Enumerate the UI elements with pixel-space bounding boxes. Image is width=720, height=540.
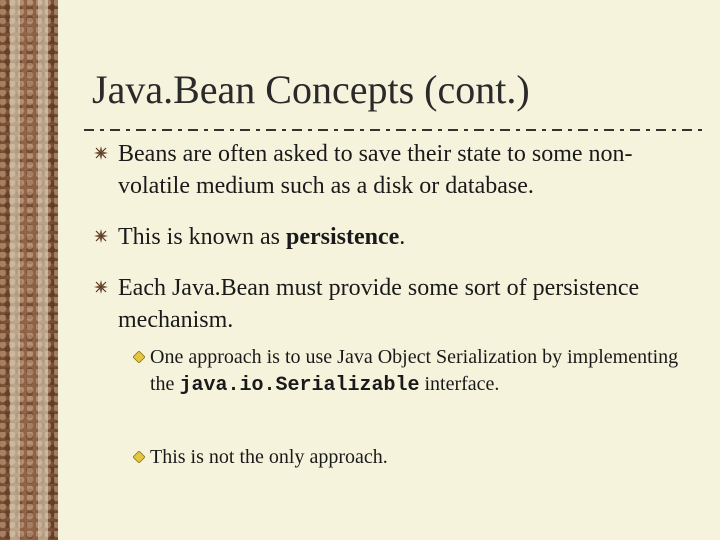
subbullet-text-prefix: One approach is to use Java Object Serialization by implementing the	[150, 346, 679, 395]
title-divider	[84, 128, 704, 132]
subbullet-serialization	[150, 344, 690, 399]
bullet-text-suffix: .	[399, 224, 406, 250]
subbullet-not-only	[150, 444, 690, 471]
bullet-persistence	[118, 221, 698, 253]
bullet-text: Each Java.Bean must provide some sort of persistence mechanism.	[118, 275, 640, 333]
subbullet-text: This is not the only approach.	[150, 446, 388, 468]
slide-title: Java.Bean Concepts (cont.)	[92, 67, 530, 112]
code-serializable: java.io.Serializable	[179, 374, 420, 397]
diamond-icon	[133, 451, 145, 463]
bullet-text-prefix: This is known as	[118, 224, 286, 250]
cross-star-icon	[93, 228, 109, 244]
bullet-mechanism	[118, 272, 698, 336]
bullet-text: Beans are often asked to save their state to some non-volatile medium such as a disk or database.	[118, 141, 633, 199]
subbullet-text-suffix: interface.	[419, 373, 500, 395]
cross-star-icon	[93, 145, 109, 161]
diamond-icon	[133, 351, 145, 363]
filmstrip-decoration	[0, 0, 58, 540]
bullet-bold-term: persistence	[286, 224, 400, 250]
filmstrip-holes	[10, 0, 48, 540]
cross-star-icon	[93, 279, 109, 295]
bullet-save-state	[118, 138, 698, 202]
